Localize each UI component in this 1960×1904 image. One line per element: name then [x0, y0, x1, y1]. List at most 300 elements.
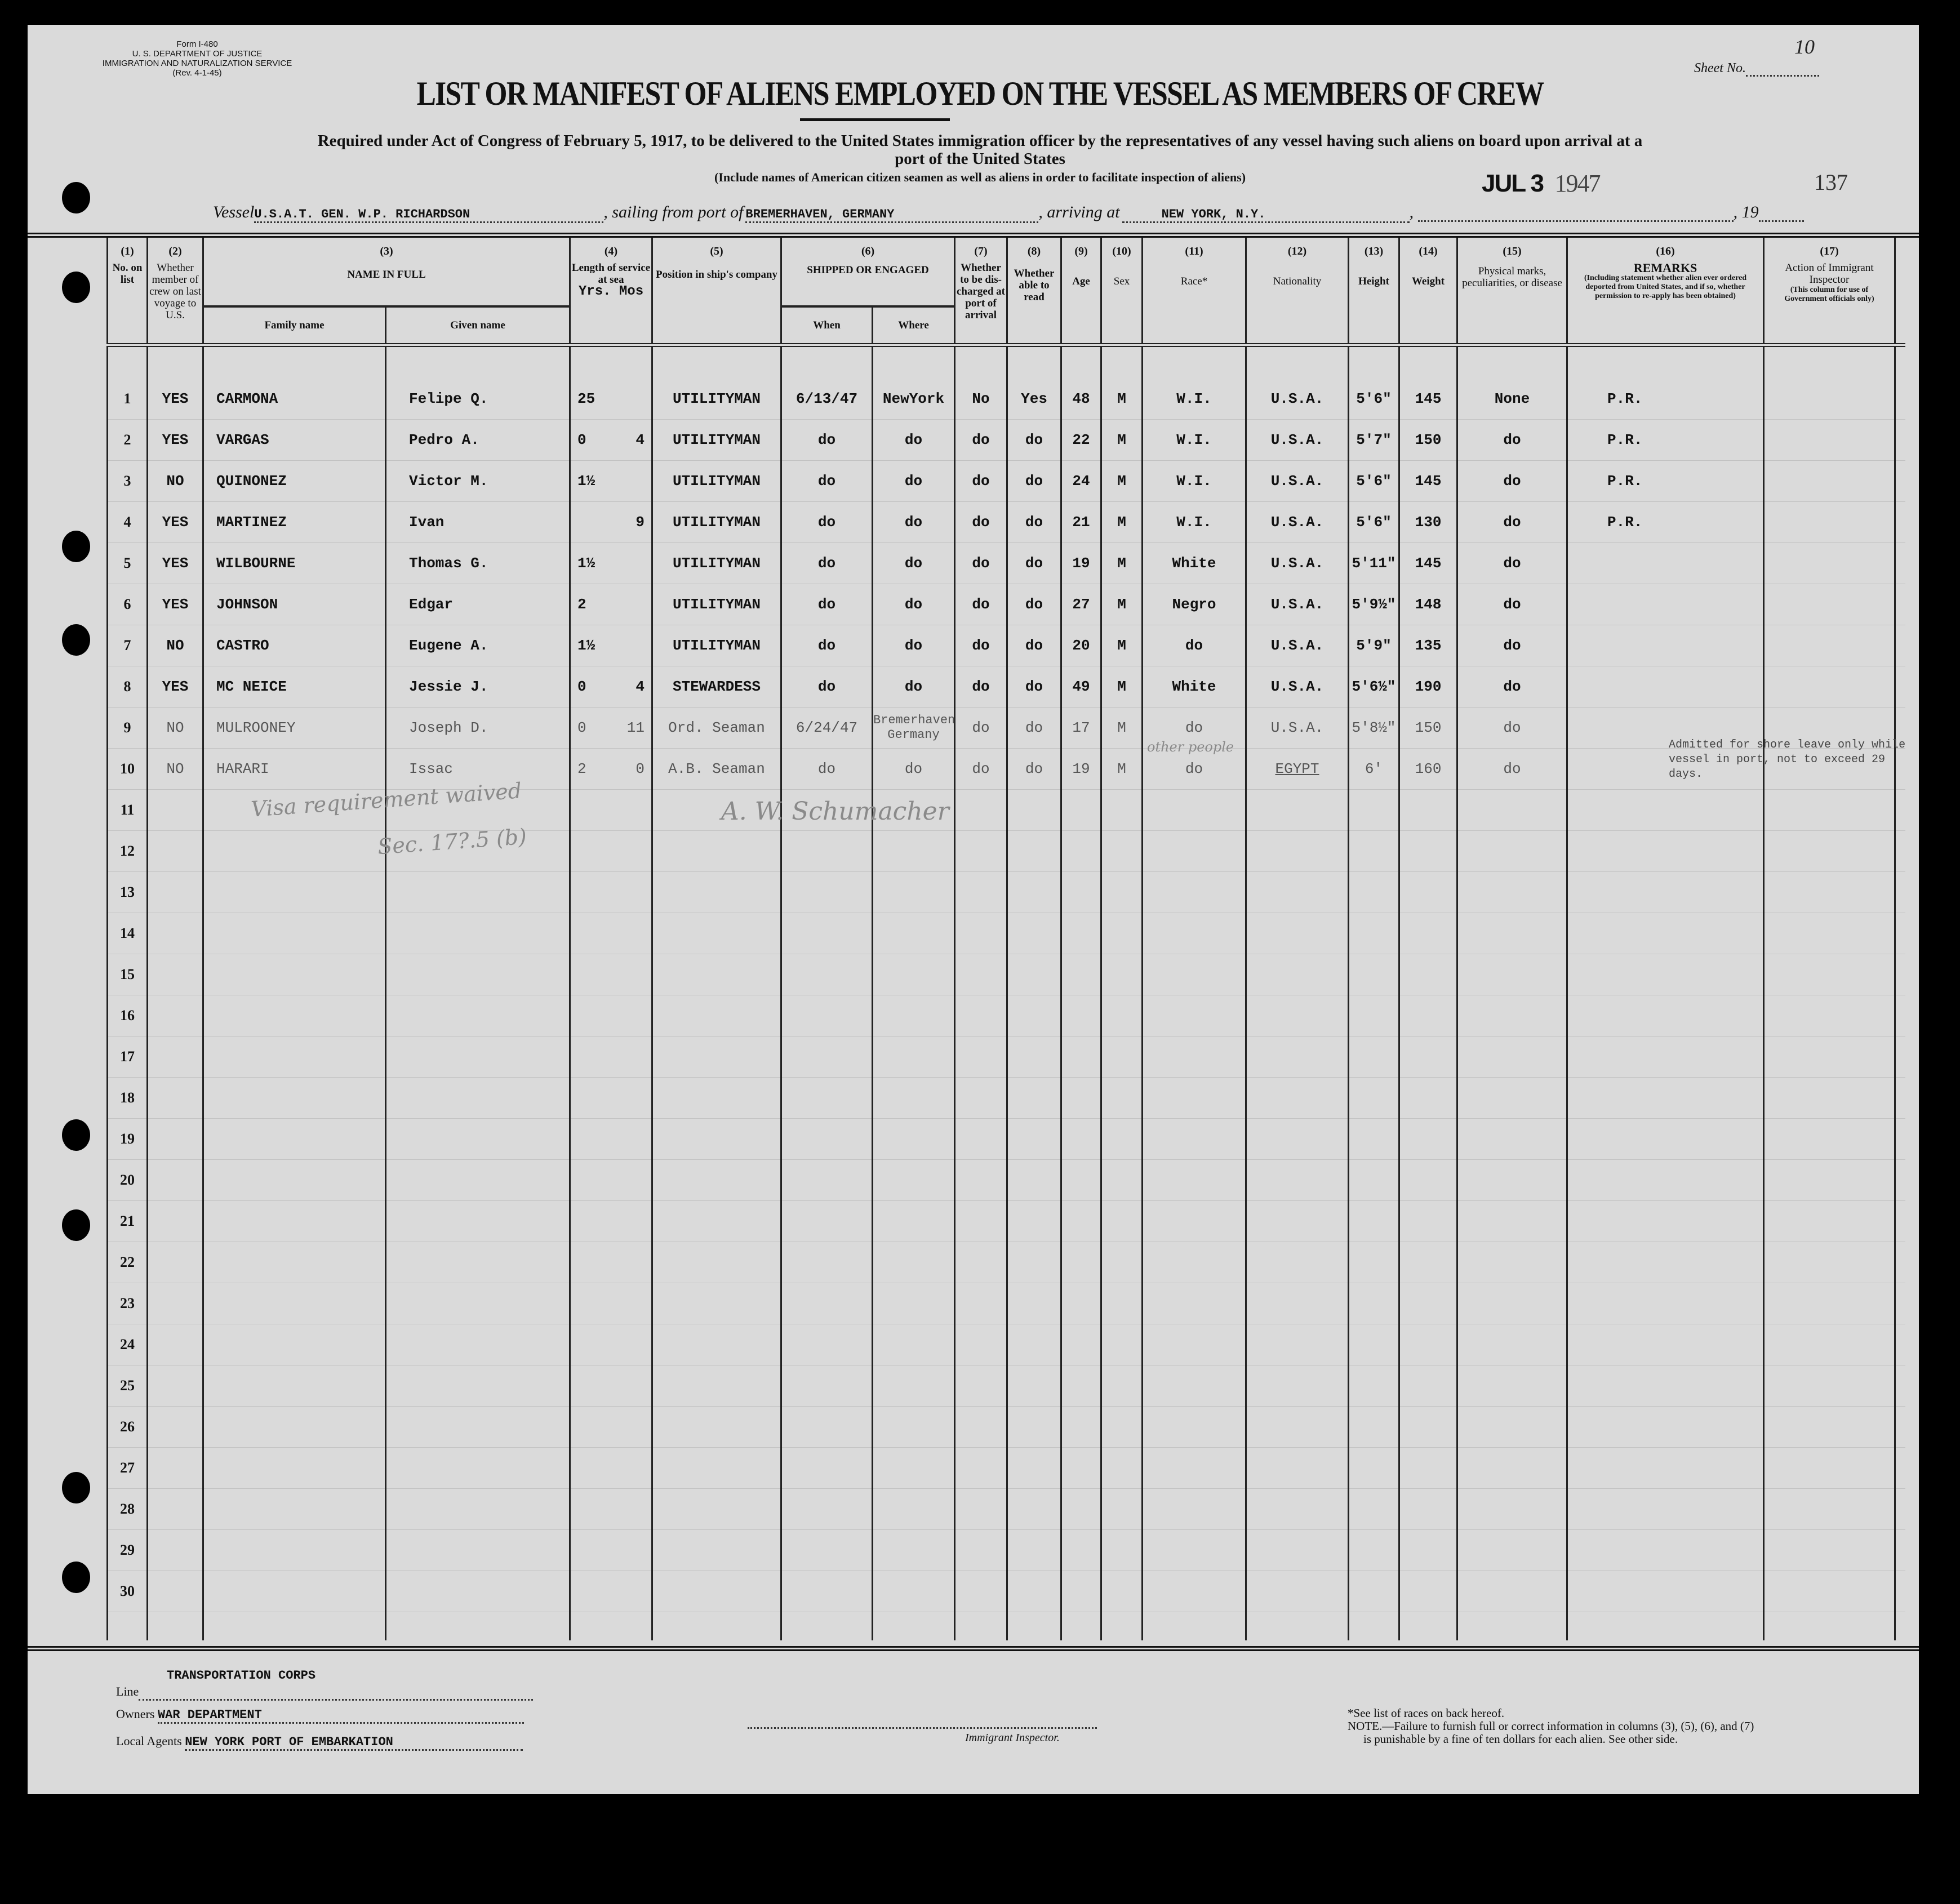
cell-sex [1101, 995, 1143, 1036]
header-shipped-or-engaged: (6) SHIPPED OR ENGAGED [781, 238, 955, 306]
cell-height [1349, 871, 1399, 913]
cell-family: MARTINEZ [203, 501, 386, 542]
cell-sex: M [1101, 542, 1143, 584]
cell-height: 6' [1349, 748, 1399, 789]
cell-discharged: do [955, 501, 1007, 542]
row-number: 14 [108, 913, 148, 954]
cell-discharged [955, 1036, 1007, 1077]
cell-extra [1895, 379, 1905, 420]
header-length-of-service: (4) Length of service at sea Yrs. Mos [570, 238, 652, 345]
row-number: 9 [108, 707, 148, 748]
cell-crew [148, 1159, 203, 1200]
cell-discharged [955, 1159, 1007, 1200]
cell-position: UTILITYMAN [652, 501, 781, 542]
cell-given [386, 1283, 570, 1324]
header-weight: (14) Weight [1399, 238, 1457, 345]
cell-where: NewYork [873, 379, 955, 420]
cell-remarks [1567, 913, 1764, 954]
cell-read [1007, 789, 1061, 830]
service-years: 25 [577, 390, 595, 407]
table-row [108, 1365, 1905, 1406]
row-number: 28 [108, 1488, 148, 1529]
row-number: 20 [108, 1159, 148, 1200]
cell-discharged [955, 913, 1007, 954]
cell-read [1007, 1283, 1061, 1324]
cell-height [1349, 1406, 1399, 1447]
cell-where [873, 1529, 955, 1571]
row-number: 1 [108, 379, 148, 420]
cell-marks [1457, 1159, 1567, 1200]
cell-marks [1457, 913, 1567, 954]
cell-action [1764, 1365, 1895, 1406]
cell-crew [148, 1118, 203, 1159]
cell-position: STEWARDESS [652, 666, 781, 707]
cell-age: 49 [1061, 666, 1101, 707]
cell-position: A.B. Seaman [652, 748, 781, 789]
cell-remarks [1567, 830, 1764, 871]
cell-read: do [1007, 584, 1061, 625]
visa-waiver-section: Sec. 17?.5 (b) [376, 824, 528, 860]
cell-extra [1895, 1036, 1905, 1077]
cell-nationality: U.S.A. [1246, 707, 1349, 748]
punch-hole [62, 1209, 90, 1241]
arriving-value: NEW YORK, N.Y. [1122, 207, 1410, 223]
cell-nationality [1246, 954, 1349, 995]
cell-crew: YES [148, 584, 203, 625]
cell-where [873, 1242, 955, 1283]
cell-age: 22 [1061, 419, 1101, 460]
cell-svc [570, 1159, 652, 1200]
cell-when: do [781, 584, 873, 625]
header-crew-last-voyage: (2) Whether member of crew on last voyage to U.S. [148, 238, 203, 345]
cell-when [781, 1159, 873, 1200]
cell-family [203, 1077, 386, 1118]
cell-family: HARARI [203, 748, 386, 789]
service-months: 4 [635, 431, 645, 448]
cell-nationality: U.S.A. [1246, 501, 1349, 542]
cell-action [1764, 1324, 1895, 1365]
cell-marks [1457, 1365, 1567, 1406]
cell-svc [570, 1200, 652, 1242]
row-number: 30 [108, 1571, 148, 1612]
cell-discharged [955, 830, 1007, 871]
cell-sex: M [1101, 460, 1143, 501]
cell-given: Issac [386, 748, 570, 789]
cell-where: do [873, 666, 955, 707]
header-physical-marks: (15) Physical marks, peculiarities, or disease [1457, 238, 1567, 345]
table-row [108, 1159, 1905, 1200]
cell-remarks [1567, 1529, 1764, 1571]
row-number: 26 [108, 1406, 148, 1447]
cell-weight [1399, 1118, 1457, 1159]
cell-height [1349, 1571, 1399, 1612]
cell-height [1349, 1529, 1399, 1571]
row-number: 5 [108, 542, 148, 584]
cell-crew: YES [148, 666, 203, 707]
cell-age [1061, 1283, 1101, 1324]
cell-position [652, 1159, 781, 1200]
cell-when: do [781, 501, 873, 542]
cell-given [386, 1488, 570, 1529]
cell-nationality: U.S.A. [1246, 419, 1349, 460]
cell-weight [1399, 995, 1457, 1036]
cell-when [781, 1036, 873, 1077]
cell-extra [1895, 1406, 1905, 1447]
cell-given [386, 1118, 570, 1159]
cell-family [203, 1529, 386, 1571]
spacer-row [108, 345, 1905, 379]
cell-given [386, 995, 570, 1036]
cell-read: do [1007, 419, 1061, 460]
cell-remarks [1567, 1488, 1764, 1529]
cell-action [1764, 542, 1895, 584]
vessel-line: VesselU.S.A.T. GEN. W.P. RICHARDSON , sailing from port of BREMERHAVEN, GERMANY , arriving at NEW YORK, N.Y. , , 19 [213, 203, 1804, 223]
cell-when [781, 1529, 873, 1571]
cell-sex [1101, 1118, 1143, 1159]
cell-race: do [1143, 748, 1246, 789]
cell-remarks: P.R. [1567, 501, 1764, 542]
cell-sex [1101, 1200, 1143, 1242]
cell-marks: None [1457, 379, 1567, 420]
cell-crew [148, 1365, 203, 1406]
cell-given [386, 1406, 570, 1447]
header-inspector-action: (17) Action of Immigrant Inspector (This column for use of Government officials only) [1764, 238, 1895, 345]
cell-crew: YES [148, 419, 203, 460]
cell-remarks [1567, 954, 1764, 995]
cell-action [1764, 379, 1895, 420]
punch-hole [62, 1562, 90, 1593]
cell-marks [1457, 1529, 1567, 1571]
cell-age: 20 [1061, 625, 1101, 666]
stamp-date: JUL 3 [1482, 170, 1544, 197]
table-row [108, 748, 1905, 789]
cell-discharged: do [955, 584, 1007, 625]
cell-race: White [1143, 542, 1246, 584]
cell-weight [1399, 913, 1457, 954]
cell-extra [1895, 995, 1905, 1036]
cell-discharged [955, 1077, 1007, 1118]
cell-age [1061, 1242, 1101, 1283]
cell-when [781, 871, 873, 913]
cell-position: Ord. Seaman [652, 707, 781, 748]
cell-marks [1457, 830, 1567, 871]
punch-hole [62, 272, 90, 303]
cell-where [873, 954, 955, 995]
cell-marks: do [1457, 419, 1567, 460]
cell-svc [570, 789, 652, 830]
cell-marks [1457, 871, 1567, 913]
cell-weight [1399, 1365, 1457, 1406]
table-row [108, 1036, 1905, 1077]
cell-action [1764, 830, 1895, 871]
cell-extra [1895, 1571, 1905, 1612]
cell-family: MC NEICE [203, 666, 386, 707]
cell-when [781, 1242, 873, 1283]
header-when: When [781, 306, 873, 345]
cell-race [1143, 1571, 1246, 1612]
cell-nationality [1246, 1406, 1349, 1447]
cell-sex: M [1101, 666, 1143, 707]
cell-crew [148, 789, 203, 830]
table-row [108, 995, 1905, 1036]
cell-nationality [1246, 1324, 1349, 1365]
cell-action [1764, 1488, 1895, 1529]
row-number: 11 [108, 789, 148, 830]
cell-nationality: U.S.A. [1246, 542, 1349, 584]
table-row [108, 1324, 1905, 1365]
cell-position: UTILITYMAN [652, 379, 781, 420]
cell-crew [148, 1036, 203, 1077]
title-rule [800, 118, 950, 121]
cell-crew [148, 1447, 203, 1488]
cell-age [1061, 1324, 1101, 1365]
penalty-note: NOTE.—Failure to furnish full or correct information in columns (3), (5), (6), and (7) [1348, 1719, 1754, 1733]
cell-family [203, 954, 386, 995]
header-nationality: (12) Nationality [1246, 238, 1349, 345]
cell-race [1143, 1242, 1246, 1283]
visa-waiver-note: Visa requirement waived [250, 778, 523, 822]
cell-action [1764, 419, 1895, 460]
table-row [108, 1242, 1905, 1283]
cell-family [203, 871, 386, 913]
cell-extra [1895, 1365, 1905, 1406]
cell-weight: 150 [1399, 419, 1457, 460]
cell-extra [1895, 1324, 1905, 1365]
cell-given [386, 913, 570, 954]
vessel-label: Vessel [213, 203, 255, 221]
cell-extra [1895, 501, 1905, 542]
row-number: 2 [108, 419, 148, 460]
cell-position: UTILITYMAN [652, 584, 781, 625]
cell-crew [148, 1283, 203, 1324]
cell-race [1143, 1159, 1246, 1200]
cell-given: Jessie J. [386, 666, 570, 707]
cell-discharged [955, 1529, 1007, 1571]
header-where: Where [873, 306, 955, 345]
agents-label: Local Agents [116, 1734, 182, 1748]
cell-sex: M [1101, 748, 1143, 789]
cell-weight: 135 [1399, 625, 1457, 666]
cell-family [203, 995, 386, 1036]
cell-where [873, 1036, 955, 1077]
cell-sex: M [1101, 379, 1143, 420]
cell-nationality [1246, 1571, 1349, 1612]
table-row [108, 666, 1905, 707]
cell-discharged: do [955, 748, 1007, 789]
header-able-to-read: (8) Whether able to read [1007, 238, 1061, 345]
cell-crew: YES [148, 379, 203, 420]
cell-where [873, 1365, 955, 1406]
cell-discharged [955, 1447, 1007, 1488]
cell-height: 5'7" [1349, 419, 1399, 460]
cell-when [781, 1324, 873, 1365]
cell-marks [1457, 1447, 1567, 1488]
cell-read: do [1007, 625, 1061, 666]
line-label-row [116, 1684, 533, 1701]
cell-svc [570, 666, 652, 707]
cell-crew: NO [148, 625, 203, 666]
row-number: 7 [108, 625, 148, 666]
service-years: 1½ [577, 472, 595, 490]
cell-marks [1457, 1036, 1567, 1077]
cell-svc [570, 1447, 652, 1488]
cell-race: Negro [1143, 584, 1246, 625]
table-row [108, 954, 1905, 995]
service-months: 4 [635, 678, 645, 695]
cell-remarks [1567, 1036, 1764, 1077]
cell-marks: do [1457, 666, 1567, 707]
cell-remarks [1567, 542, 1764, 584]
stamp-year: 1947 [1554, 170, 1600, 197]
header-name-in-full: (3) NAME IN FULL [203, 238, 570, 306]
cell-read: do [1007, 460, 1061, 501]
cell-family: JOHNSON [203, 584, 386, 625]
cell-extra [1895, 871, 1905, 913]
cell-discharged [955, 1118, 1007, 1159]
cell-weight [1399, 789, 1457, 830]
cell-crew [148, 1529, 203, 1571]
cell-when [781, 995, 873, 1036]
races-note: *See list of races on back hereof. [1348, 1706, 1505, 1720]
cell-race [1143, 1077, 1246, 1118]
cell-age [1061, 871, 1101, 913]
cell-action [1764, 625, 1895, 666]
owners-field [116, 1707, 524, 1724]
cell-nationality [1246, 1159, 1349, 1200]
cell-nationality [1246, 789, 1349, 830]
cell-discharged: No [955, 379, 1007, 420]
cell-extra [1895, 913, 1905, 954]
service-months: 11 [626, 719, 645, 736]
cell-remarks [1567, 1324, 1764, 1365]
cell-svc [570, 954, 652, 995]
cell-svc [570, 1242, 652, 1283]
cell-weight [1399, 1571, 1457, 1612]
table-row [108, 1200, 1905, 1242]
table-row [108, 1077, 1905, 1118]
cell-age [1061, 1571, 1101, 1612]
cell-action [1764, 1118, 1895, 1159]
header-given-name: Given name [386, 306, 570, 345]
cell-marks [1457, 1077, 1567, 1118]
crew-table [106, 238, 1905, 1640]
cell-family [203, 1036, 386, 1077]
cell-discharged [955, 954, 1007, 995]
cell-sex [1101, 913, 1143, 954]
cell-where: do [873, 625, 955, 666]
punch-hole [62, 1472, 90, 1503]
cell-action [1764, 1077, 1895, 1118]
cell-read [1007, 830, 1061, 871]
cell-discharged: do [955, 419, 1007, 460]
cell-discharged [955, 1365, 1007, 1406]
table-row [108, 625, 1905, 666]
cell-nationality [1246, 1447, 1349, 1488]
cell-sex [1101, 1283, 1143, 1324]
cell-remarks [1567, 1406, 1764, 1447]
cell-read: do [1007, 666, 1061, 707]
cell-marks: do [1457, 460, 1567, 501]
date-stamp [1482, 169, 1599, 198]
cell-action [1764, 460, 1895, 501]
sheet-number [1694, 61, 1819, 77]
cell-remarks [1567, 584, 1764, 625]
cell-svc [570, 625, 652, 666]
table-row [108, 1571, 1905, 1612]
cell-nationality: U.S.A. [1246, 625, 1349, 666]
cell-when: do [781, 748, 873, 789]
cell-position [652, 1036, 781, 1077]
cell-family [203, 1118, 386, 1159]
shore-leave-note: Admitted for shore leave only while vessel in port, not to exceed 29 days. [1669, 739, 1906, 781]
cell-family: CASTRO [203, 625, 386, 666]
row-number: 6 [108, 584, 148, 625]
cell-action [1764, 584, 1895, 625]
cell-sex: M [1101, 625, 1143, 666]
cell-svc [570, 748, 652, 789]
cell-weight [1399, 1406, 1457, 1447]
cell-given: Eugene A. [386, 625, 570, 666]
year-label: , 19 [1733, 203, 1759, 221]
cell-marks [1457, 1283, 1567, 1324]
cell-position [652, 1447, 781, 1488]
cell-weight [1399, 954, 1457, 995]
cell-read [1007, 1529, 1061, 1571]
cell-weight: 145 [1399, 542, 1457, 584]
cell-height [1349, 1324, 1399, 1365]
cell-discharged [955, 1283, 1007, 1324]
cell-action [1764, 1571, 1895, 1612]
cell-read: do [1007, 748, 1061, 789]
cell-crew [148, 1200, 203, 1242]
cell-nationality [1246, 1365, 1349, 1406]
cell-race: W.I. [1143, 501, 1246, 542]
penalty-note-2: is punishable by a fine of ten dollars for each alien. See other side. [1363, 1732, 1678, 1746]
cell-family [203, 1200, 386, 1242]
cell-remarks [1567, 1571, 1764, 1612]
cell-position [652, 1118, 781, 1159]
cell-marks: do [1457, 748, 1567, 789]
cell-marks [1457, 1571, 1567, 1612]
cell-position [652, 830, 781, 871]
cell-extra [1895, 460, 1905, 501]
cell-race: do [1143, 707, 1246, 748]
cell-action [1764, 995, 1895, 1036]
row-number: 15 [108, 954, 148, 995]
cell-height [1349, 830, 1399, 871]
row-number: 10 [108, 748, 148, 789]
cell-where [873, 871, 955, 913]
cell-given: Thomas G. [386, 542, 570, 584]
cell-remarks [1567, 625, 1764, 666]
cell-read [1007, 1365, 1061, 1406]
cell-remarks: P.R. [1567, 379, 1764, 420]
cell-weight [1399, 1200, 1457, 1242]
cell-sex [1101, 1447, 1143, 1488]
cell-weight: 150 [1399, 707, 1457, 748]
cell-svc [570, 460, 652, 501]
cell-crew: NO [148, 707, 203, 748]
cell-action [1764, 954, 1895, 995]
cell-race [1143, 871, 1246, 913]
service-months: 9 [635, 513, 645, 531]
inspector-signature-line [748, 1727, 1097, 1729]
cell-age: 21 [1061, 501, 1101, 542]
cell-age [1061, 830, 1101, 871]
stamp-number: 137 [1814, 170, 1848, 195]
cell-svc [570, 1324, 652, 1365]
cell-weight: 190 [1399, 666, 1457, 707]
